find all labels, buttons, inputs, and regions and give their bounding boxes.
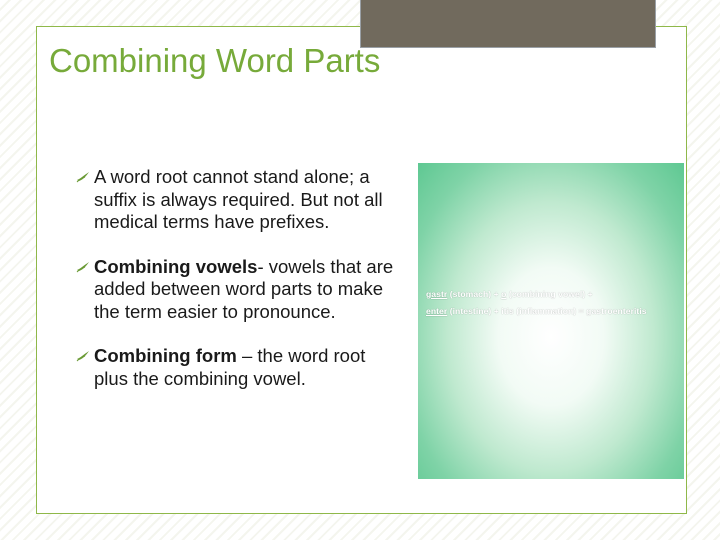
bullet-text-1: A word root cannot stand alone; a suffix is always required. But not all medical terms have prefixes. xyxy=(94,166,383,232)
figure-text: (stomach) + xyxy=(447,289,502,299)
bullet-item-1 xyxy=(76,166,398,234)
figure-root-enter: enter xyxy=(426,306,448,316)
bullet-text-3: – the word root plus the combining vowel. xyxy=(94,345,366,389)
bullet-item-3 xyxy=(76,345,398,390)
leaf-bullet-icon xyxy=(76,261,90,273)
leaf-bullet-icon xyxy=(76,350,90,362)
figure-line-1 xyxy=(426,289,593,299)
bullet-item-2 xyxy=(76,256,398,324)
word-parts-figure xyxy=(418,163,684,479)
leaf-bullet-icon xyxy=(76,171,90,183)
figure-text: (combining vowel) + xyxy=(506,289,593,299)
figure-root-gastr: gastr xyxy=(426,289,448,299)
slide-title: Combining Word Parts xyxy=(49,42,381,79)
figure-line-2 xyxy=(426,306,647,316)
figure-vowel-o: o xyxy=(501,289,507,299)
figure-text: (intestine) + itis (inflammation) = gastroenteritis xyxy=(447,306,647,316)
bullet-bold-2: Combining vowels xyxy=(94,255,258,277)
bullet-list xyxy=(76,166,398,412)
decorative-top-tab xyxy=(360,0,656,48)
bullet-bold-3: Combining form xyxy=(94,345,237,366)
bullet-text-2: - vowels that are added between word parts to make the term easier to pronounce. xyxy=(94,255,394,322)
